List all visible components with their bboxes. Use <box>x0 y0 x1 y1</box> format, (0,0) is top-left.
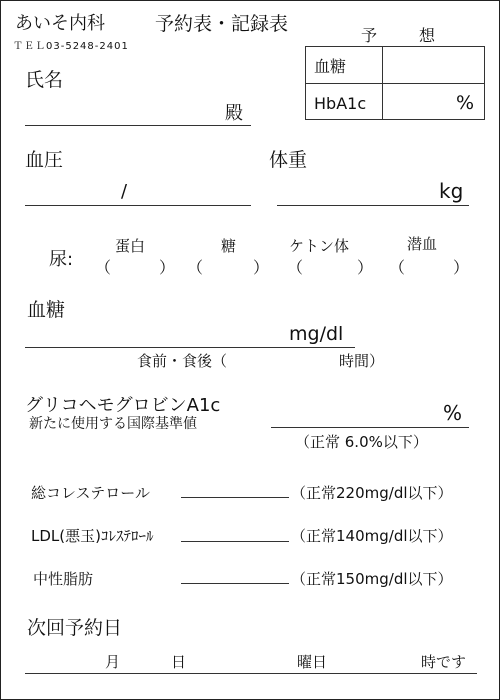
next-appointment-label: 次回予約日 <box>27 617 123 639</box>
blood-glucose-label: 血糖 <box>27 299 66 321</box>
hba1c-normal-range: （正常 6.0%以下） <box>295 433 428 451</box>
urine-sugar-paren-open: （ <box>187 258 204 277</box>
next-appointment-field[interactable] <box>25 673 477 674</box>
urine-ketone-paren-close: ） <box>357 258 374 277</box>
urine-occult-blood-field[interactable] <box>405 255 453 277</box>
hba1c-label: グリコヘモグロビンA1c <box>25 395 221 416</box>
name-label: 氏名 <box>25 69 64 91</box>
next-appointment-day: 日 <box>171 653 187 671</box>
clinic-name: あいそ内科 <box>15 13 105 34</box>
triglyceride-field[interactable] <box>181 583 289 584</box>
prediction-blood-sugar-label: 血糖 <box>314 57 347 76</box>
blood-glucose-timing: 食前・食後（ <box>137 352 228 370</box>
ldl-cholesterol-field[interactable] <box>181 541 289 542</box>
total-cholesterol-normal: （正常220mg/dl以下） <box>291 484 453 502</box>
name-honorific: 殿 <box>225 103 243 124</box>
urine-occult-blood-paren-open: （ <box>389 258 406 277</box>
urine-label: 尿: <box>49 249 74 270</box>
next-appointment-month: 月 <box>105 653 121 671</box>
blood-glucose-unit: mg/dl <box>289 323 344 345</box>
blood-glucose-hours: 時間） <box>339 352 385 370</box>
blood-glucose-field[interactable] <box>25 347 355 348</box>
triglyceride-label: 中性脂肪 <box>33 570 94 588</box>
clinic-phone: ＴＥＬ03-5248-2401 <box>13 41 129 52</box>
urine-occult-blood-label: 潜血 <box>407 235 438 253</box>
prediction-label-yo: 予 <box>361 26 378 45</box>
weight-unit: kg <box>439 179 464 203</box>
name-field[interactable] <box>25 125 251 126</box>
urine-ketone-label: ケトン体 <box>289 237 350 255</box>
hba1c-subtitle: 新たに使用する国際基準値 <box>29 416 197 432</box>
prediction-label-sou: 想 <box>419 26 436 45</box>
card-title: 予約表・記録表 <box>155 13 289 35</box>
urine-protein-label: 蛋白 <box>115 237 146 255</box>
prediction-box <box>305 46 485 120</box>
urine-sugar-paren-close: ） <box>253 258 270 277</box>
blood-glucose-hours-field[interactable] <box>245 349 335 369</box>
blood-pressure-field[interactable] <box>25 205 251 206</box>
urine-protein-field[interactable] <box>111 255 157 277</box>
hba1c-percent: % <box>443 401 463 425</box>
next-appointment-weekday: 曜日 <box>297 653 328 671</box>
ldl-cholesterol-normal: （正常140mg/dl以下） <box>291 527 453 545</box>
urine-occult-blood-paren-close: ） <box>453 258 470 277</box>
weight-label: 体重 <box>269 149 308 171</box>
blood-pressure-slash: / <box>121 181 128 202</box>
hba1c-field[interactable] <box>271 427 469 428</box>
urine-protein-paren-open: （ <box>95 258 112 277</box>
weight-field[interactable] <box>277 205 469 206</box>
total-cholesterol-field[interactable] <box>181 497 289 498</box>
blood-pressure-label: 血圧 <box>25 149 64 171</box>
prediction-hba1c-percent: % <box>456 92 475 114</box>
triglyceride-normal: （正常150mg/dl以下） <box>291 570 453 588</box>
ldl-cholesterol-label: LDL(悪玉)ｺﾚｽﾃﾛｰﾙ <box>31 527 154 545</box>
urine-sugar-field[interactable] <box>203 255 251 277</box>
prediction-blood-sugar-field[interactable] <box>383 47 484 83</box>
urine-protein-paren-close: ） <box>159 258 176 277</box>
urine-sugar-label: 糖 <box>221 237 237 255</box>
prediction-hba1c-label: HbA1c <box>314 94 367 113</box>
urine-ketone-paren-open: （ <box>287 258 304 277</box>
total-cholesterol-label: 総コレステロール <box>31 484 150 502</box>
next-appointment-time: 時です <box>421 653 467 671</box>
urine-ketone-field[interactable] <box>303 255 353 277</box>
